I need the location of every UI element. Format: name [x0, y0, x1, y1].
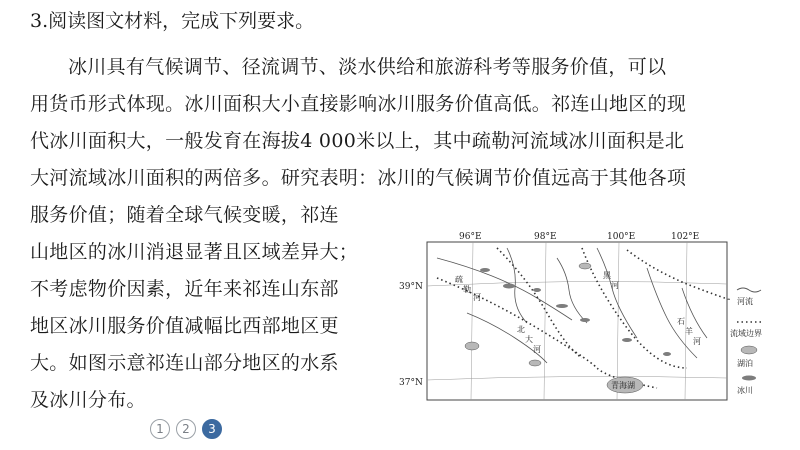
lake-1 [465, 342, 479, 350]
glacier-2 [503, 284, 515, 289]
paragraph-line-8: 地区冰川服务价值减幅比西部地区更 [30, 315, 339, 337]
paragraph-line-1: 冰川具有气候调节、径流调节、淡水供给和旅游科考等服务价值，可以 [68, 56, 667, 78]
paragraph-line-4: 大河流域冰川面积的两倍多。研究表明：冰川的气候调节价值远高于其他各项 [30, 167, 687, 189]
legend-lake-label: 湖泊 [737, 359, 753, 368]
basin-boundary-3 [582, 248, 687, 368]
question-title: 3.阅读图文材料，完成下列要求。 [30, 10, 315, 32]
paragraph-line-6: 山地区的冰川消退显著且区域差异大； [30, 241, 359, 263]
river-2 [467, 313, 547, 363]
label-shu: 疏 [455, 275, 463, 284]
glacier-1 [480, 268, 490, 272]
label-he-4: 河 [693, 337, 701, 346]
basin-boundary-4 [627, 250, 729, 299]
paragraph-line-7: 不考虑物价因素，近年来祁连山东部 [30, 278, 339, 300]
page-3-button[interactable]: 3 [202, 419, 222, 439]
page-1-button[interactable]: 1 [150, 419, 170, 439]
pagination [150, 419, 222, 439]
lat-label-37: 37°N [399, 378, 423, 388]
legend-glacier-label: 冰川 [737, 386, 753, 395]
lat-label-39: 39°N [399, 282, 423, 292]
lon-label-102: 102°E [671, 232, 700, 242]
qilian-mountains-map [397, 228, 792, 403]
paragraph-line-9: 大。如图示意祁连山部分地区的水系 [30, 352, 339, 374]
label-le: 勒 [463, 285, 471, 294]
legend-river-icon [737, 288, 761, 292]
legend-boundary-label: 流域边界 [730, 329, 762, 338]
label-yang: 羊 [685, 327, 693, 336]
basin-boundary-1 [437, 278, 657, 388]
lon-label-100: 100°E [607, 232, 636, 242]
paragraph-line-3: 代冰川面积大，一般发育在海拔4 000米以上，其中疏勒河流域冰川面积是北 [30, 130, 685, 152]
glacier-5 [580, 318, 590, 322]
page-2-button[interactable]: 2 [176, 419, 196, 439]
glacier-3 [533, 288, 541, 292]
label-hei: 黑 [603, 271, 611, 280]
paragraph-line-2: 用货币形式体现。冰川面积大小直接影响冰川服务价值高低。祁连山地区的现 [30, 93, 687, 115]
label-he-1: 河 [473, 293, 481, 302]
label-shi: 石 [677, 317, 685, 326]
lake-3 [579, 263, 591, 269]
river-5 [647, 268, 697, 358]
lon-label-98: 98°E [534, 232, 557, 242]
label-he-3: 河 [611, 281, 619, 290]
label-qinghai-lake: 青海湖 [611, 381, 635, 390]
glacier-6 [622, 338, 632, 342]
paragraph-line-5: 服务价值；随着全球气候变暖，祁连 [30, 204, 339, 226]
paragraph-line-10: 及冰川分布。 [30, 389, 146, 411]
lon-label-96: 96°E [459, 232, 482, 242]
label-bei: 北 [517, 325, 525, 334]
label-da: 大 [525, 335, 533, 344]
basin-boundary-2 [497, 248, 582, 358]
river-1 [437, 258, 572, 320]
legend-lake-icon [741, 346, 757, 354]
glacier-4 [556, 304, 568, 308]
lake-2 [529, 360, 541, 366]
legend-river-label: 河流 [737, 297, 753, 306]
legend-glacier-icon [742, 376, 756, 381]
label-he-2: 河 [533, 345, 541, 354]
glacier-7 [663, 352, 671, 356]
